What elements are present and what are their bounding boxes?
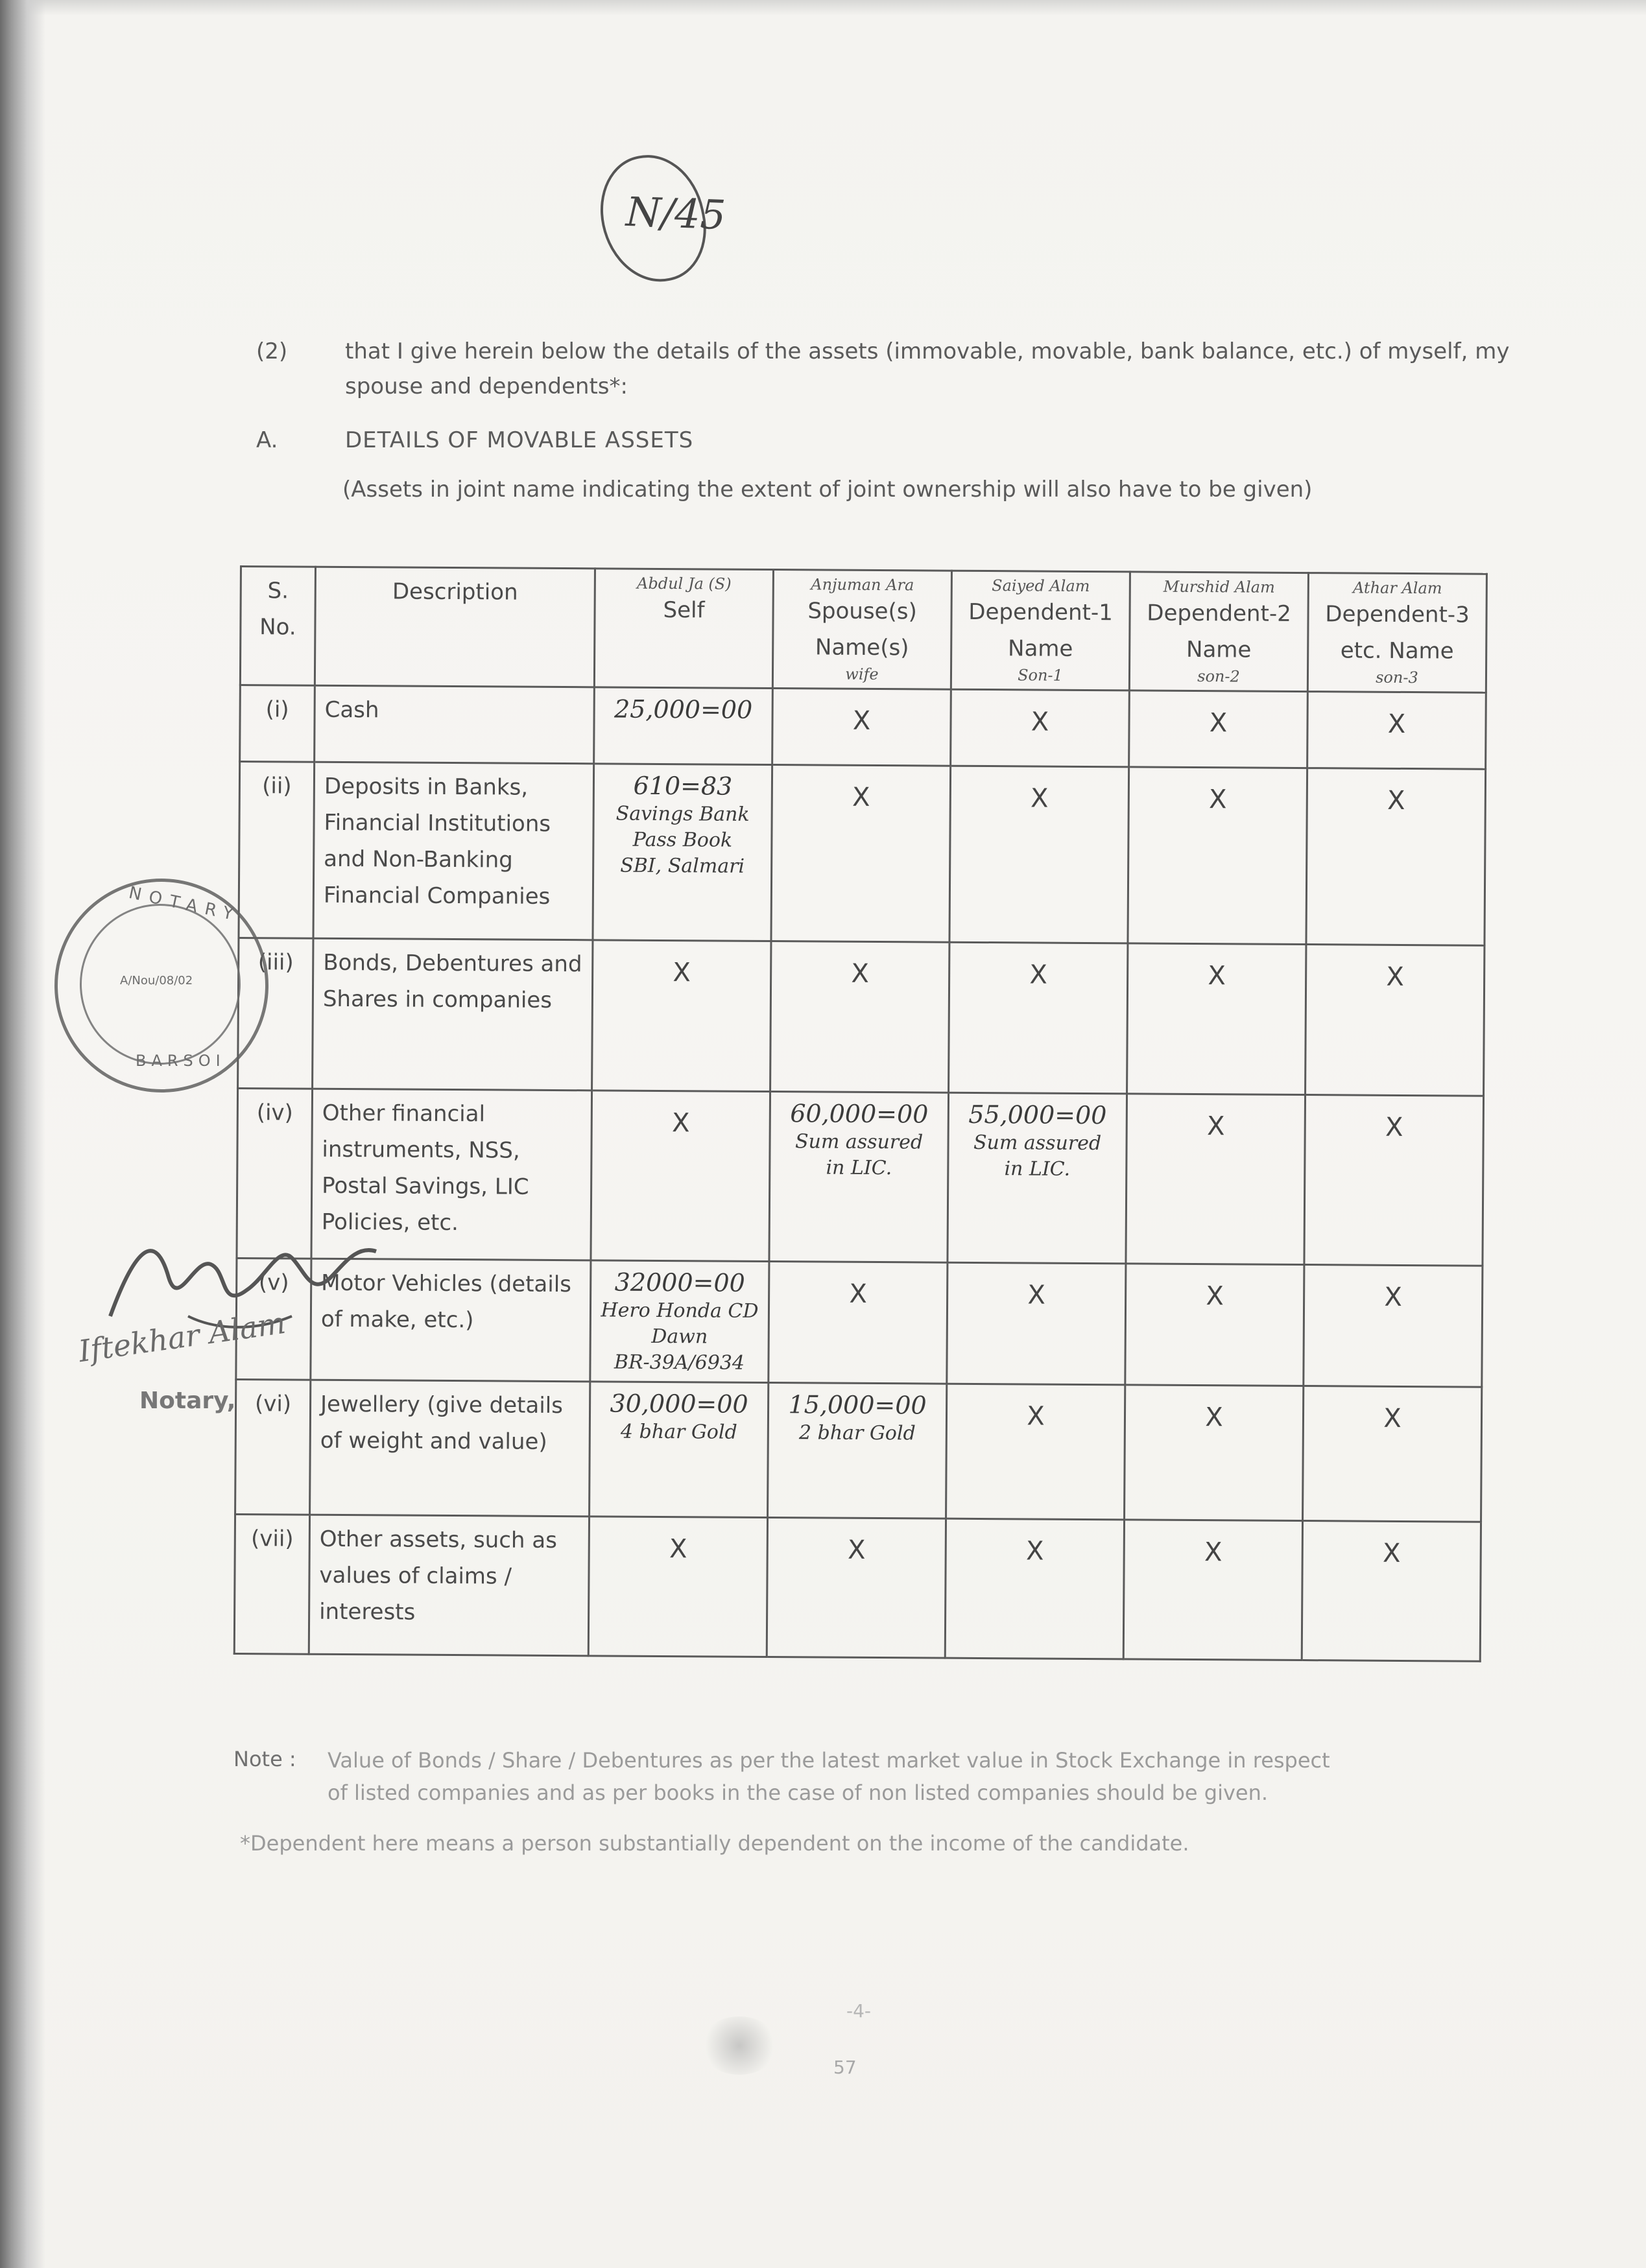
row-description: Jewellery (give details of weight and value) [310,1380,590,1517]
handwritten-entry: 4 bhar Gold [620,1420,737,1444]
cell-spouse [768,1383,947,1519]
cross-mark: X [852,782,870,812]
cross-mark: X [852,705,871,736]
header-sno: S. No. [240,567,315,686]
handwritten-entry: Savings Bank [615,802,750,826]
cell-dep1 [949,766,1129,943]
cross-mark: X [1209,708,1228,738]
cross-mark: X [1205,1402,1223,1433]
cross-mark: X [1386,962,1404,992]
handwritten-entry: 30,000=00 [610,1389,748,1419]
handwritten-entry: Dawn [651,1325,708,1349]
cross-mark: X [849,1279,867,1309]
clause-number: (2) [256,338,288,364]
cell-self [590,1260,769,1383]
cell-spouse [770,941,949,1093]
section-title: DETAILS OF MOVABLE ASSETS [345,427,694,453]
row-sno: (iv) [237,1088,313,1258]
header-spouse-handwritten: Anjuman Ara [811,575,914,595]
cross-mark: X [1383,1403,1401,1434]
cross-mark: X [1387,709,1406,739]
cell-dep3 [1307,692,1486,770]
ink-blot [700,2016,778,2075]
clause-text: that I give herein below the details of the assets (immovable, movable, bank balance, etc.) of myself, my spouse and dependents*: [345,338,1510,399]
note-line-1: Value of Bonds / Share / Debentures as per the latest market value in Stock Exchange in respect [328,1748,1330,1773]
row-description: Cash [315,685,595,764]
handwritten-entry: Sum assured [794,1130,924,1154]
handwritten-entry: Pass Book [632,828,733,852]
cell-self [592,940,771,1092]
cross-mark: X [1206,1281,1224,1312]
cross-mark: X [1206,1111,1225,1142]
row-description: Other assets, such as values of claims / interests [309,1515,589,1656]
table-row [234,1514,1481,1661]
cross-mark: X [1027,1280,1045,1310]
cell-dep3 [1306,945,1485,1096]
footer-mark-2: 57 [833,2057,857,2078]
row-description: Bonds, Debentures and Shares in companies [313,938,593,1091]
cell-spouse [767,1517,946,1658]
table-row [237,1088,1484,1266]
header-description: Description [315,567,595,687]
header-dep1-handwritten: Saiyed Alam [992,576,1090,596]
header-dep1 [951,571,1130,691]
cell-dep2 [1123,1520,1302,1660]
cell-dep1 [947,1262,1126,1385]
cross-mark: X [1029,960,1048,990]
handwritten-entry: in LIC. [826,1156,892,1180]
row-sno: (vi) [235,1379,311,1515]
handwritten-entry: 60,000=00 [790,1099,929,1129]
row-sno: (v) [236,1258,311,1380]
cell-dep1 [951,689,1130,767]
cross-mark: X [671,1108,690,1139]
handwritten-entry: Sum assured [973,1131,1102,1155]
cell-dep3 [1306,768,1486,946]
section-note: (Assets in joint name indicating the extent of joint ownership will also have to be given) [342,477,1313,502]
cell-dep2 [1129,691,1308,768]
cross-mark: X [1027,1401,1045,1432]
note-label: Note : [233,1747,296,1771]
stamp-bottom-text: BARSOI [136,1052,226,1070]
cell-spouse [771,765,951,943]
cross-mark: X [1030,783,1049,814]
cross-mark: X [1031,707,1049,737]
row-description: Other financial instruments, NSS, Postal Savings, LIC Policies, etc. [311,1089,592,1260]
cross-mark: X [1208,961,1226,991]
cell-self [588,1517,767,1657]
handwritten-entry: in LIC. [1004,1157,1071,1181]
cell-self [591,1091,770,1262]
handwritten-entry: Hero Honda CD [601,1299,759,1323]
handwritten-entry: 2 bhar Gold [798,1421,916,1445]
header-dep3-relation: son-3 [1376,668,1418,687]
row-sno: (i) [240,685,315,762]
cell-dep2 [1126,1094,1306,1265]
handwritten-entry: BR-39A/6934 [614,1351,745,1375]
dependent-footnote: *Dependent here means a person substantially dependent on the income of the candidate. [240,1831,1189,1856]
header-spouse-relation: wife [845,665,879,684]
page-edge-shadow [0,0,45,2268]
cross-mark: X [673,958,691,988]
row-sno: (iii) [238,938,313,1089]
cell-dep1 [949,942,1128,1094]
header-dep2-label: Dependent-2 Name [1147,600,1291,663]
header-self-label: Self [663,597,705,624]
header-spouse [772,570,951,690]
cell-dep2 [1127,943,1306,1095]
cell-dep2 [1125,1385,1304,1521]
header-dep3-label: Dependent-3 etc. Name [1325,601,1470,665]
cell-dep3 [1304,1095,1484,1266]
cross-mark: X [1025,1536,1044,1566]
cross-mark: X [1208,785,1227,815]
row-sno: (ii) [239,762,315,939]
stamp-top-text: NOTARY [126,883,243,926]
header-dep1-relation: Son-1 [1018,666,1063,685]
cell-dep1 [945,1518,1124,1659]
table-header-row [240,567,1486,693]
cross-mark: X [851,958,870,989]
header-self-handwritten: Abdul Ja (S) [636,574,732,593]
table-row [238,938,1485,1096]
cross-mark: X [1387,785,1405,816]
cell-dep1 [948,1093,1127,1264]
cross-mark: X [669,1534,687,1565]
cell-dep3 [1304,1265,1483,1388]
header-dep2 [1129,572,1308,692]
cell-spouse [769,1262,948,1384]
header-dep1-label: Dependent-1 Name [968,598,1113,662]
header-self [594,569,773,689]
note-line-2: of listed companies and as per books in the case of non listed companies should be given. [328,1780,1269,1805]
stamp-middle-text: A/Nou/08/02 [120,974,193,987]
section-letter: A. [256,427,278,453]
handwritten-entry: 610=83 [633,771,733,801]
notary-label: Notary, [139,1388,236,1414]
cell-dep3 [1302,1521,1481,1662]
table-row [235,1379,1482,1522]
cross-mark: X [1204,1537,1223,1568]
cell-dep1 [946,1384,1125,1520]
handwritten-entry: 55,000=00 [968,1100,1107,1130]
corner-mark-text: N/45 [625,187,727,239]
cross-mark: X [1382,1538,1401,1568]
cross-mark: X [1385,1112,1403,1142]
header-dep2-relation: son-2 [1197,667,1240,686]
row-description: Deposits in Banks, Financial Institutions and Non-Banking Financial Companies [313,762,594,940]
cell-dep3 [1303,1386,1482,1522]
footer-mark-1: -4- [846,2000,872,2022]
handwritten-entry: 32000=00 [614,1268,745,1297]
table-body [234,685,1486,1662]
handwritten-entry: SBI, Salmari [620,854,745,878]
header-dep3 [1307,573,1486,693]
notary-stamp [54,879,268,1093]
cell-spouse [769,1092,949,1263]
cell-self [593,764,772,941]
header-dep2-handwritten: Murshid Alam [1163,577,1275,597]
circled-page-mark [590,145,727,292]
cross-mark: X [1384,1282,1402,1312]
cross-mark: X [847,1535,866,1565]
handwritten-entry: 15,000=00 [788,1390,927,1420]
table-row [236,1258,1483,1387]
cell-spouse [772,689,951,766]
movable-assets-table [233,565,1488,1662]
row-description: Motor Vehicles (details of make, etc.) [311,1258,591,1382]
cell-dep2 [1128,767,1307,945]
header-dep3-handwritten: Athar Alam [1352,578,1442,598]
signature-name: Iftekhar Alam [76,1305,288,1369]
table-row [239,762,1486,946]
cell-dep2 [1125,1264,1304,1386]
page-fold-shadow [0,0,1646,16]
header-spouse-label: Spouse(s) Name(s) [807,598,917,661]
row-sno: (vii) [234,1514,309,1654]
cell-self [590,1382,769,1518]
cell-self [594,687,773,765]
handwritten-entry: 25,000=00 [614,694,753,724]
table-row [240,685,1486,770]
